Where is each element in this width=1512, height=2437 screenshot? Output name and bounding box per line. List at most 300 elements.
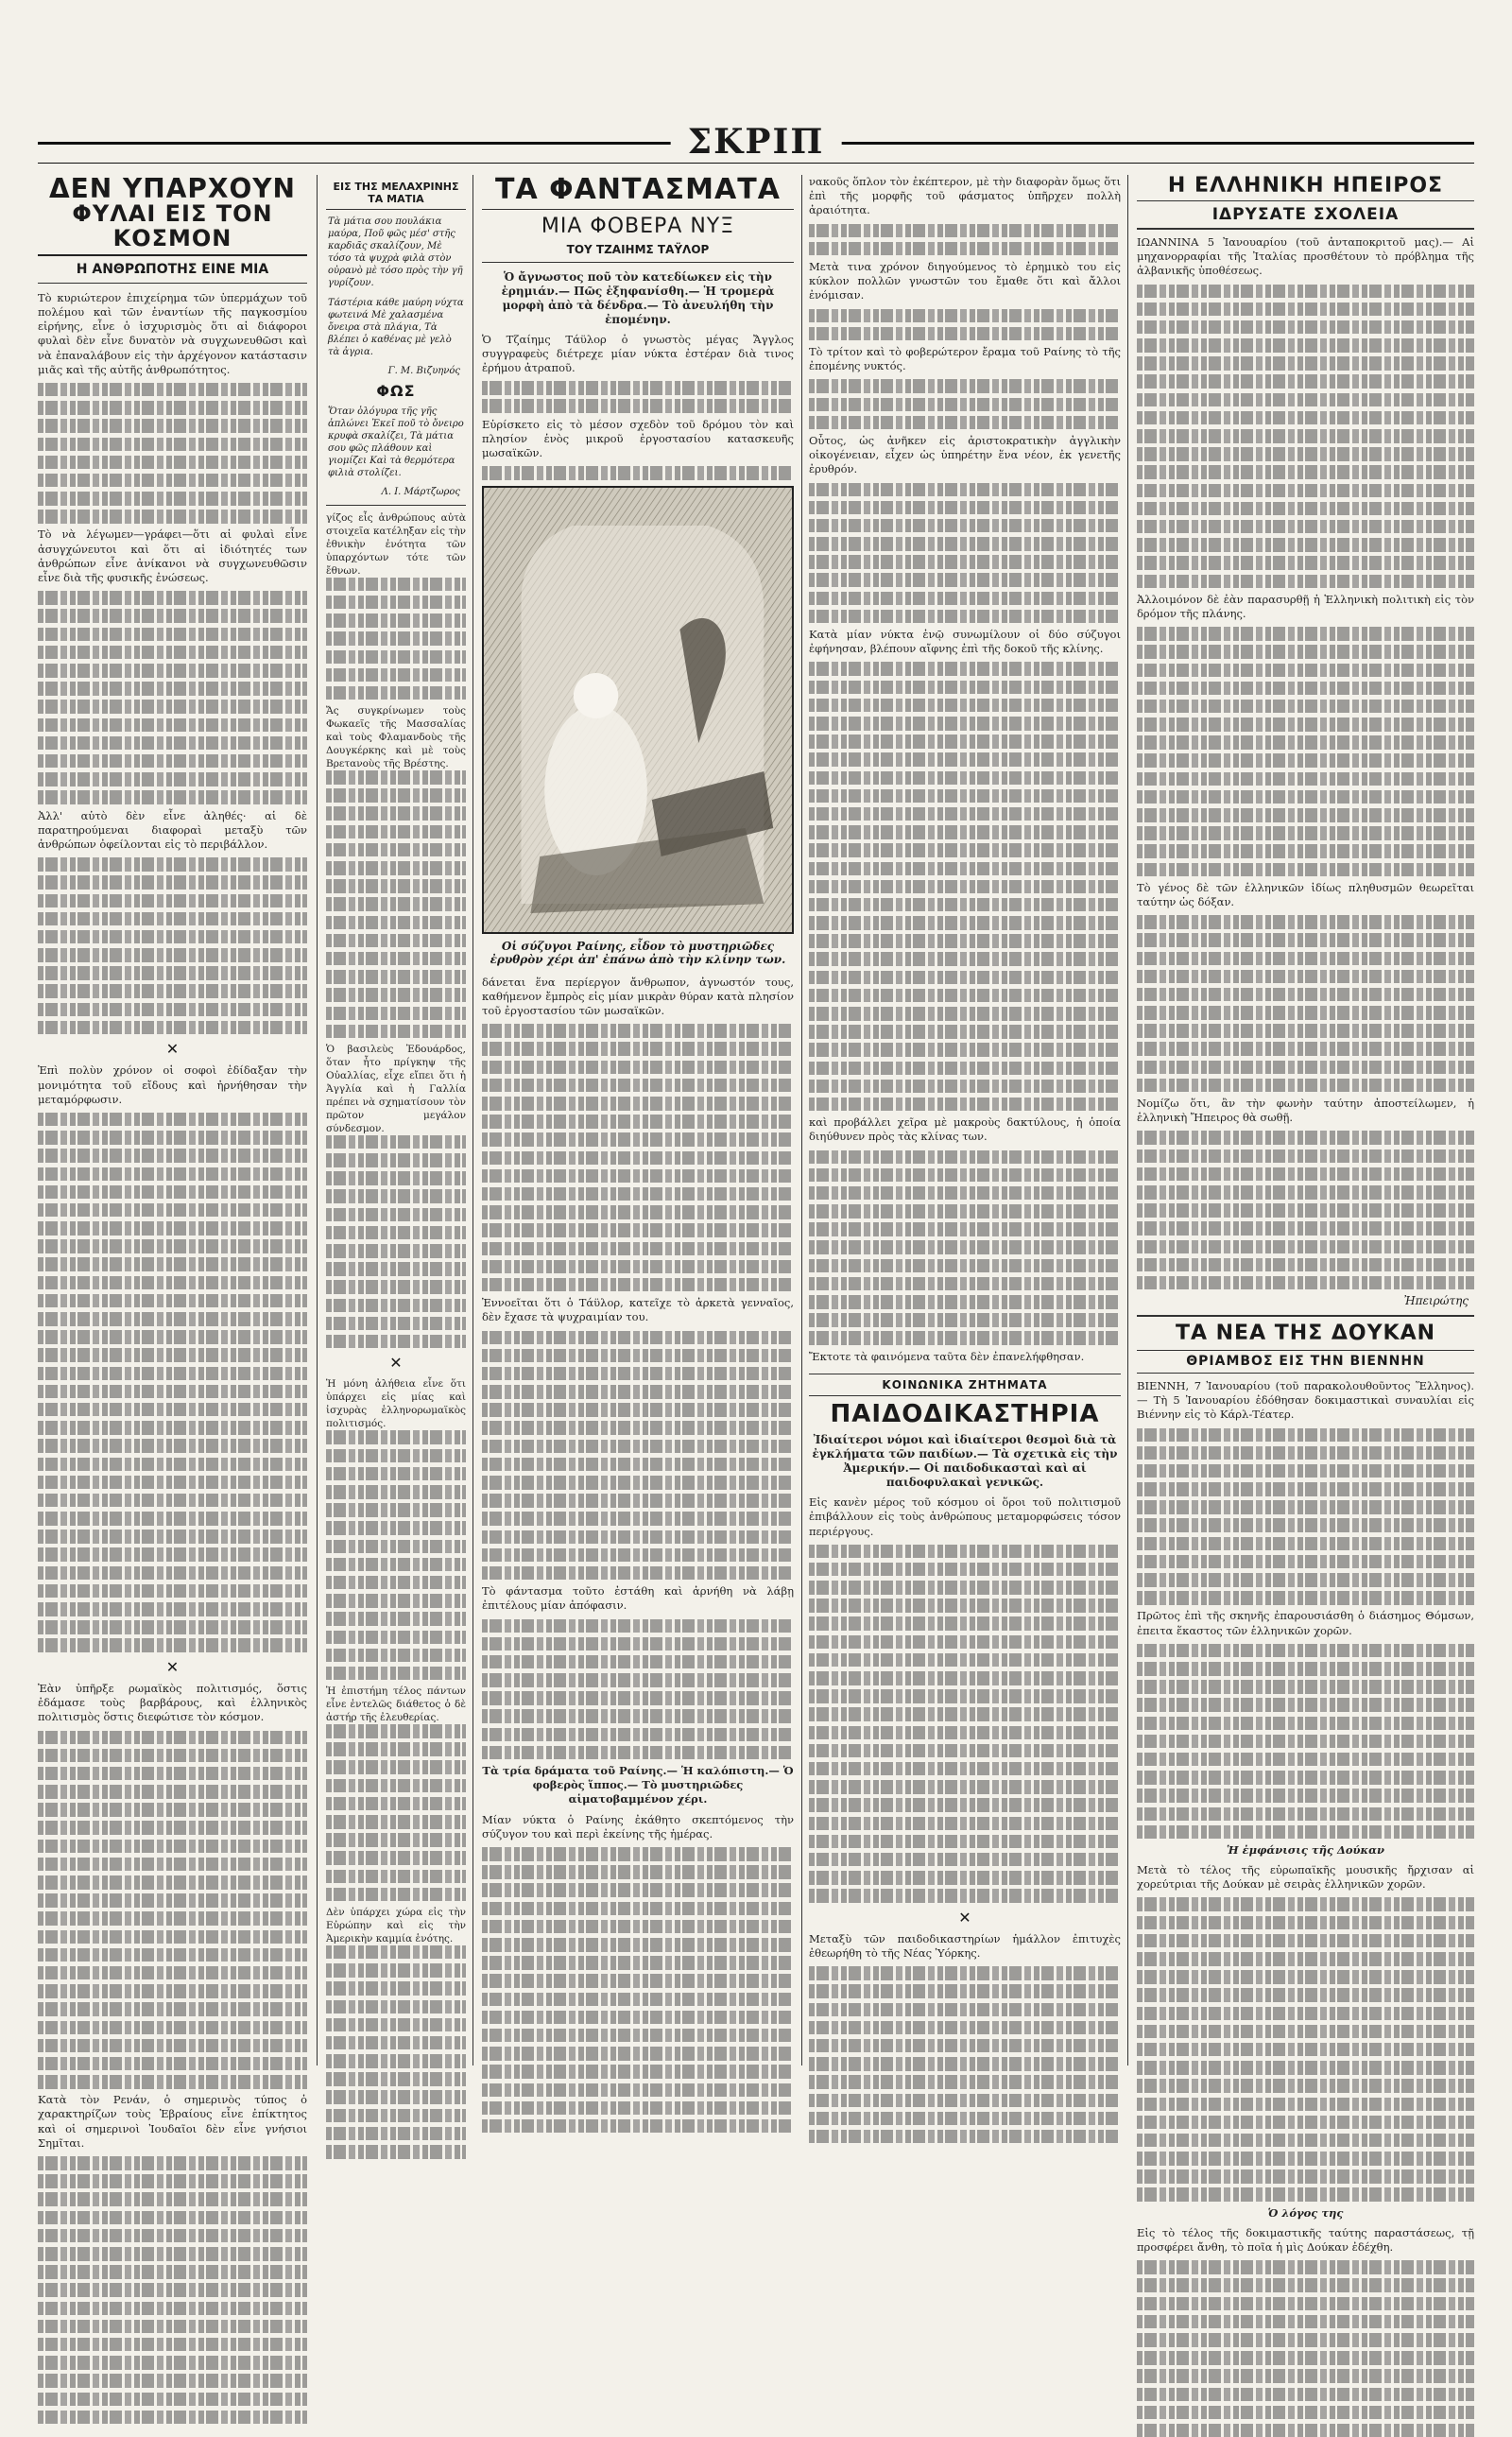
text-line — [1137, 411, 1474, 425]
text-line — [38, 718, 307, 733]
text-line — [1137, 1771, 1474, 1785]
text-line — [38, 1602, 307, 1616]
text-line — [38, 1494, 307, 1508]
text-line — [1137, 2260, 1474, 2274]
text-line — [1137, 1240, 1474, 1254]
text-line — [326, 988, 466, 1002]
text-line — [1137, 1203, 1474, 1218]
text-line — [38, 1547, 307, 1562]
text-line — [809, 501, 1121, 515]
text-line — [482, 2065, 794, 2079]
text-line — [38, 1584, 307, 1599]
text-line — [482, 1865, 794, 1879]
text-line — [38, 1749, 307, 1763]
text-line — [482, 1024, 794, 1038]
text-line — [1137, 1167, 1474, 1182]
section-heading: ΚΟΙΝΩΝΙΚΑ ΖΗΤΗΜΑΤΑ — [809, 1374, 1121, 1396]
text-line — [1137, 1042, 1474, 1056]
column-divider — [801, 175, 802, 2065]
paragraph: Ἀλλ' αὐτὸ δὲν εἶνε ἀληθές· αἱ δὲ παρατηρούμεναι διαφοραὶ μεταξὺ τῶν ἀνθρώπων ὀφείλονται εἰς τὸ περιβάλλον. — [38, 808, 307, 851]
text-line — [38, 1638, 307, 1652]
text-line — [326, 1189, 466, 1203]
text-line — [809, 880, 1121, 894]
text-line — [326, 2090, 466, 2104]
text-line — [809, 592, 1121, 606]
text-line — [809, 2112, 1121, 2126]
masthead — [38, 121, 1474, 168]
text-line — [38, 2211, 307, 2225]
text-line — [809, 416, 1121, 430]
text-line — [38, 1403, 307, 1417]
text-line — [809, 327, 1121, 341]
text-line — [326, 1981, 466, 1996]
text-line — [326, 650, 466, 665]
text-line — [38, 2156, 307, 2170]
text-line — [809, 1295, 1121, 1309]
text-line — [326, 1430, 466, 1444]
text-line — [1137, 1698, 1474, 1712]
text-line — [1137, 2061, 1474, 2075]
text-line — [809, 1240, 1121, 1254]
text-line — [1137, 1555, 1474, 1569]
paragraph: Κατὰ μίαν νύκτα ἐνῷ συνωμίλουν οἱ δύο σύζυγοι ἐφήνησαν, βλέπουν αἴφνης ἐπὶ τῆς δοκοῦ τῆς κλίνης. — [809, 628, 1121, 656]
text-line — [38, 510, 307, 524]
text-line — [482, 1403, 794, 1417]
text-line — [1137, 302, 1474, 317]
paragraph: Κατὰ τὸν Ρενάν, ὁ σημερινὸς τύπος ὁ χαρακτηρίζων τοὺς Ἑβραίους εἶνε ἐπίκτητος καὶ οἱ σημερινοὶ Ἰουδαῖοι δὲν εἶνε γνήσιοι Σημῖται. — [38, 2093, 307, 2150]
text-line — [1137, 1753, 1474, 1767]
text-line — [326, 1888, 466, 1902]
paragraph: Τὸ τρίτον καὶ τὸ φοβερώτερον ἔραμα τοῦ Ραίνης τὸ τῆς ἐπομένης νυκτός. — [809, 344, 1121, 373]
paragraph: Οὗτος, ὡς ἀνῆκεν εἰς ἀριστοκρατικὴν ἀγγλικὴν οἰκογένειαν, εἶχεν ὡς ὑπηρέτην ἕνα νέον, ἐκ γενετῆς ἐρυθρόν. — [809, 433, 1121, 476]
text-line — [482, 1260, 794, 1274]
text-line — [482, 1223, 794, 1237]
text-line — [38, 2302, 307, 2316]
text-line — [809, 1150, 1121, 1165]
text-line — [38, 912, 307, 926]
text-line — [1137, 502, 1474, 516]
text-line — [809, 752, 1121, 767]
text-line — [809, 2057, 1121, 2071]
text-line — [326, 686, 466, 700]
text-line — [482, 2101, 794, 2116]
text-line — [1137, 320, 1474, 335]
text-line — [1137, 2297, 1474, 2311]
separator-cross: ✕ — [165, 1040, 180, 1059]
text-line — [1137, 1131, 1474, 1145]
text-line — [1137, 645, 1474, 659]
text-line — [38, 930, 307, 944]
text-line — [326, 2127, 466, 2141]
text-line — [326, 1576, 466, 1590]
text-line — [809, 519, 1121, 533]
text-line — [326, 1760, 466, 1774]
text-line — [326, 879, 466, 893]
text-line — [38, 772, 307, 786]
text-line — [326, 1449, 466, 1463]
text-line — [1137, 1644, 1474, 1658]
text-line — [38, 1131, 307, 1145]
text-line — [38, 474, 307, 488]
text-line — [1137, 790, 1474, 804]
text-line — [38, 2356, 307, 2370]
text-line — [38, 1476, 307, 1490]
text-line — [38, 1203, 307, 1218]
text-line — [809, 242, 1121, 256]
text-line — [38, 1930, 307, 1944]
deck: Ἰδιαίτεροι νόμοι καὶ ἰδιαίτεροι θεσμοὶ διὰ τὰ ἐγκλήματα τῶν παιδίων.— Τὰ σχετικὰ εἰς τὴν Ἀμερικήν.— Οἱ παιδοδικασταὶ καὶ αἱ παιδοφυλακαὶ γενικῶς. — [812, 1433, 1118, 1490]
text-line — [326, 916, 466, 930]
text-line — [1137, 575, 1474, 589]
text-line — [326, 668, 466, 683]
text-line — [1137, 520, 1474, 534]
text-line — [1137, 2424, 1474, 2437]
paragraph: Τὸ γένος δὲ τῶν ἑλληνικῶν ἰδίως πληθυσμῶν θεωρεῖται ταύτην ὡς δόξαν. — [1137, 880, 1474, 908]
headline: Η ΕΛΛΗΝΙΚΗ ΗΠΕΙΡΟΣ — [1137, 175, 1474, 201]
text-line — [326, 1299, 466, 1313]
text-line — [326, 1280, 466, 1294]
column-divider — [317, 175, 318, 2065]
text-line — [326, 1135, 466, 1149]
headline: ΤΑ ΝΕΑ ΤΗΣ ΔΟΥΚΑΝ — [1175, 1322, 1436, 1346]
text-line — [326, 1963, 466, 1978]
text-line — [1137, 1464, 1474, 1478]
text-line — [482, 1278, 794, 1292]
text-line — [809, 1331, 1121, 1345]
poem-stanza: Τὰ μάτια σου πουλάκια μαύρα, Ποῦ φῶς μέσ' στῆς καρδιᾶς σκαλίζουν, Μὲ τόσο τὰ ψυχρὰ φιλὰ στὸν οὐρανὸ μὲ τόσο πρὸς τὴν γῆ γυρίζουν. — [328, 216, 463, 288]
paragraph: Ἔκτοτε τὰ φαινόμενα ταῦτα δὲν ἐπανελήφθησαν. — [809, 1349, 1085, 1363]
text-line — [326, 1724, 466, 1738]
text-line — [482, 1440, 794, 1454]
text-line — [1137, 1221, 1474, 1236]
text-line — [482, 2047, 794, 2061]
text-line — [1137, 2333, 1474, 2347]
paragraph: Μετὰ τινα χρόνον διηγούμενος τὸ ἐρημικὸ του εἰς κύκλον πολλῶν γνωστῶν του ἔμαθε ὅτι καὶ ἄλλοι ἐνόμισαν. — [809, 259, 1121, 302]
headline: ΠΑΙΔΟΔΙΚΑΣΤΗΡΙΑ — [830, 1399, 1100, 1428]
text-line — [809, 1313, 1121, 1327]
signature: Λ. Ι. Μάρτζωρος — [381, 486, 460, 497]
section-subheading: Ἡ ἐμφάνισις τῆς Δούκαν — [1227, 1842, 1384, 1857]
text-line — [1137, 915, 1474, 929]
text-line — [809, 2075, 1121, 2089]
text-line — [482, 1187, 794, 1201]
text-line — [38, 2021, 307, 2035]
text-line — [38, 1911, 307, 1926]
text-line — [38, 1239, 307, 1253]
text-line — [809, 1581, 1121, 1595]
text-line — [38, 2338, 307, 2352]
text-line — [809, 1080, 1121, 1094]
text-line — [326, 1335, 466, 1349]
text-line — [482, 1115, 794, 1129]
illustration-caption: Οἱ σύζυγοι Ραίνης, εἶδον τὸ μυστηριῶδες ἐρυθρὸν χέρι ἀπ' ἐπάνω ἀπὸ τὴν κλίνην των. — [490, 939, 786, 966]
text-line — [809, 1671, 1121, 1685]
text-line — [482, 1956, 794, 1970]
text-line — [482, 1349, 794, 1363]
text-line — [326, 614, 466, 628]
text-line — [482, 1728, 794, 1742]
text-line — [482, 1530, 794, 1545]
text-line — [326, 843, 466, 857]
text-line — [38, 2393, 307, 2407]
text-line — [326, 1262, 466, 1276]
text-line — [482, 1097, 794, 1111]
text-line — [809, 1277, 1121, 1291]
text-line — [1137, 2187, 1474, 2202]
text-line — [326, 2054, 466, 2068]
text-line — [809, 309, 1121, 323]
text-line — [38, 1276, 307, 1290]
text-line — [1137, 933, 1474, 947]
text-line — [326, 1667, 466, 1681]
text-line — [809, 1871, 1121, 1885]
text-line — [1137, 465, 1474, 479]
section-subheading: Τὰ τρία δράματα τοῦ Ραίνης.— Ἡ καλόπιστη.— Ὁ φοβερὸς ἵππος.— Τὸ μυστηριῶδες αἱματοβαμμένον χέρι. — [482, 1764, 794, 1806]
text-line — [809, 1744, 1121, 1758]
text-line — [809, 2021, 1121, 2035]
text-line — [1137, 1807, 1474, 1822]
text-line — [482, 381, 794, 395]
text-line — [326, 1467, 466, 1481]
text-line — [1137, 2315, 1474, 2329]
text-line — [482, 399, 794, 413]
text-line — [1137, 1185, 1474, 1200]
text-line — [482, 1974, 794, 1988]
text-line — [1137, 1061, 1474, 1075]
text-line — [809, 483, 1121, 497]
text-line — [482, 1476, 794, 1490]
text-line — [482, 1042, 794, 1056]
text-line — [326, 1742, 466, 1756]
text-line — [38, 1966, 307, 1980]
text-line — [809, 1762, 1121, 1776]
text-line — [809, 1635, 1121, 1650]
text-line — [809, 1780, 1121, 1794]
text-line — [1137, 1897, 1474, 1911]
paragraph: Ἐπὶ πολὺν χρόνον οἱ σοφοὶ ἐδίδαξαν τὴν μονιμότητα τοῦ εἴδους καὶ ἠρνήθησαν τὴν μεταμόρφωσιν. — [38, 1063, 307, 1106]
text-line — [1137, 717, 1474, 732]
text-line — [809, 1204, 1121, 1218]
text-line — [326, 897, 466, 911]
text-line — [38, 438, 307, 452]
separator-cross: ✕ — [958, 1908, 971, 1927]
text-line — [1137, 2388, 1474, 2402]
text-line — [38, 875, 307, 890]
text-line — [1137, 1970, 1474, 1984]
text-line — [1137, 2169, 1474, 2184]
paragraph: Ἡ μόνη ἀλήθεια εἶνε ὅτι ὑπάρχει εἰς μίας καὶ ἰσχυρὰς ἑλληνορωμαϊκὸς πολιτισμός. — [326, 1378, 466, 1430]
paragraph: ΒΙΕΝΝΗ, 7 Ἰανουαρίου (τοῦ παρακολουθοῦντος Ἕλληνος).— Τὴ 5 Ἰανουαρίου ἐδόθησαν δοκιμαστικαὶ συναυλίαι εἰς Βιέννην εἰς τὸ Κάρλ-Τέατερ. — [1137, 1378, 1474, 1422]
text-line — [809, 2094, 1121, 2108]
text-line — [482, 1512, 794, 1526]
text-line — [38, 948, 307, 962]
text-line — [809, 843, 1121, 857]
text-line — [809, 1259, 1121, 1273]
text-line — [1137, 1680, 1474, 1694]
text-line — [809, 1653, 1121, 1668]
text-line — [1137, 1988, 1474, 2002]
text-line — [326, 1594, 466, 1608]
paragraph: Εἰς κανὲν μέρος τοῦ κόσμου οἱ ὅροι τοῦ πολιτισμοῦ ἐπιβάλλουν εἰς τοὺς ἀνθρώπους μεταμορφώσεις τόσον περιέργους. — [809, 1495, 1121, 1538]
text-line — [1137, 1258, 1474, 1272]
text-line — [809, 1798, 1121, 1812]
text-line — [1137, 988, 1474, 1002]
text-line — [1137, 627, 1474, 641]
column-4 — [809, 175, 1121, 2065]
text-line — [38, 2320, 307, 2334]
text-line — [1137, 1276, 1474, 1290]
text-line — [38, 1113, 307, 1127]
paragraph: Εἰς τὸ τέλος τῆς δοκιμαστικῆς ταύτης παραστάσεως, τῇ προσφέρει ἄνθη, τὸ ποῖα ἡ μὶς Δούκαν ἐδέχθη. — [1137, 2225, 1474, 2255]
text-line — [38, 492, 307, 506]
text-line — [482, 1673, 794, 1687]
text-line — [326, 1870, 466, 1884]
text-line — [482, 2083, 794, 2098]
text-line — [1137, 753, 1474, 768]
text-line — [38, 2057, 307, 2071]
text-line — [326, 1171, 466, 1185]
text-line — [38, 2002, 307, 2016]
text-line — [809, 898, 1121, 912]
text-line — [809, 1689, 1121, 1703]
text-line — [326, 1540, 466, 1554]
text-line — [809, 1186, 1121, 1201]
text-line — [38, 1984, 307, 1998]
text-line — [326, 1226, 466, 1240]
column-1 — [38, 173, 307, 2150]
text-line — [809, 662, 1121, 676]
text-line — [1137, 1446, 1474, 1460]
text-line — [809, 807, 1121, 821]
text-line — [1137, 2079, 1474, 2093]
text-line — [38, 1221, 307, 1236]
text-line — [38, 894, 307, 908]
separator-cross: ✕ — [165, 1657, 180, 1676]
text-line — [1137, 2406, 1474, 2420]
text-line — [1137, 1500, 1474, 1514]
text-line — [482, 1331, 794, 1345]
text-line — [38, 1821, 307, 1835]
paragraph: Ἀλλοιμόνον δὲ ἐὰν παρασυρθῇ ἡ Ἑλληνικὴ πολιτικὴ εἰς τὸν δρόμον τῆς πλάνης. — [1137, 592, 1474, 620]
text-line — [482, 1061, 794, 1075]
poem-title: ΕΙΣ ΤΗΣ ΜΕΛΑΧΡΙΝΗΣ ΤΑ ΜΑΤΙΑ — [326, 181, 466, 210]
text-line — [38, 1312, 307, 1326]
text-line — [809, 1966, 1121, 1980]
text-line — [482, 1421, 794, 1435]
subheadline: Η ΑΝΘΡΩΠΟΤΗΣ ΕΙΝΕ ΜΙΑ — [38, 262, 307, 284]
headline-line-2: ΦΥΛΑΙ ΕΙΣ ΤΟΝ ΚΟΣΜΟΝ — [72, 200, 273, 251]
text-line — [1137, 1934, 1474, 1948]
text-line — [1137, 682, 1474, 696]
text-line — [482, 1242, 794, 1256]
poem-stanza: Τάστέρια κάθε μαύρη νύχτα φωτεινά Μὲ χαλασμένα ὄνειρα στὰ πλάγια, Τὰ βλέπει ὁ καθένας μὲ γελὸ τὰ ἀγρια. — [328, 298, 464, 357]
text-line — [1137, 1952, 1474, 1966]
column-divider — [1127, 175, 1128, 2065]
text-line — [326, 1945, 466, 1960]
text-line — [1137, 1518, 1474, 1532]
text-line — [809, 1168, 1121, 1183]
illustration-art — [484, 488, 792, 932]
paragraph: Πρῶτος ἐπὶ τῆς σκηνῆς ἐπαρουσιάσθη ὁ διάσημος Θόμσων, ἐπειτα ἕκαστος τῶν ἑλληνικῶν χορῶν. — [1137, 1609, 1474, 1637]
text-line — [38, 591, 307, 605]
text-line — [1137, 2152, 1474, 2166]
text-line — [1137, 1717, 1474, 1731]
paragraph: Μίαν νύκτα ὁ Ραίνης ἐκάθητο σκεπτόμενος τὴν σύζυγον του καὶ περὶ ἐκείνης τῆς ἡμέρας. — [482, 1812, 794, 1841]
text-line — [38, 1458, 307, 1472]
article-header — [38, 175, 307, 256]
text-line — [38, 984, 307, 998]
text-line — [1137, 1735, 1474, 1749]
text-line — [1137, 484, 1474, 498]
text-line — [38, 754, 307, 769]
text-line — [326, 861, 466, 875]
text-line — [38, 1731, 307, 1745]
text-line — [326, 770, 466, 785]
text-line — [1137, 844, 1474, 858]
text-line — [326, 1851, 466, 1865]
text-line — [482, 1385, 794, 1399]
poem-stanza: Ὅταν ὁλόγυρα τῆς γῆς ἁπλώνει Ἐκεῖ ποῦ τὸ ὄνειρο κρυφὰ σκαλίζει, Τὰ μάτια σου φῶς πλάθουν καὶ γιομίζει Καὶ τὰ θερμότερα φιλιὰ στολίζει. — [328, 406, 464, 478]
text-line — [38, 1566, 307, 1581]
text-line — [326, 1558, 466, 1572]
text-line — [1137, 285, 1474, 299]
paragraph: καὶ προβάλλει χεῖρα μὲ μακροὺς δακτύλους, ἡ ὁποία διηύθυνεν πρὸς τὰς κλίνας των. — [809, 1115, 1121, 1144]
text-line — [326, 596, 466, 610]
text-line — [326, 2145, 466, 2159]
text-line — [809, 916, 1121, 930]
text-line — [809, 555, 1121, 569]
text-line — [1137, 1825, 1474, 1840]
text-line — [1137, 447, 1474, 461]
text-line — [482, 2011, 794, 2025]
text-line — [38, 1185, 307, 1200]
text-line — [809, 2003, 1121, 2017]
text-line — [482, 1205, 794, 1219]
text-line — [1137, 2369, 1474, 2383]
text-line — [809, 398, 1121, 412]
text-line — [809, 224, 1121, 238]
text-line — [1137, 1573, 1474, 1587]
text-line — [38, 456, 307, 470]
text-line — [482, 2119, 794, 2134]
text-line — [1137, 1662, 1474, 1676]
text-line — [38, 1348, 307, 1362]
text-line — [1137, 772, 1474, 786]
text-line — [38, 1767, 307, 1781]
text-line — [809, 573, 1121, 587]
text-line — [38, 664, 307, 678]
text-line — [38, 628, 307, 642]
text-line — [38, 857, 307, 872]
text-line — [326, 631, 466, 646]
column-5 — [1137, 174, 1474, 2255]
text-line — [809, 1062, 1121, 1076]
text-line — [1137, 2134, 1474, 2148]
text-line — [326, 1612, 466, 1626]
text-line — [1137, 2116, 1474, 2130]
text-line — [1137, 826, 1474, 840]
paragraph: Νομίζω ὅτι, ἂν τὴν φωνὴν ταύτην ἀποστείλωμεν, ἡ ἑλληνικὴ Ἤπειρος θὰ σωθῇ. — [1137, 1097, 1474, 1125]
text-line — [1137, 2025, 1474, 2039]
text-line — [809, 1707, 1121, 1721]
text-line — [809, 1222, 1121, 1236]
paragraph: Τὸ φάντασμα τοῦτο ἐστάθη καὶ ἀρνήθη νὰ λάβῃ ἐπιτέλους μίαν ἀπόφασιν. — [482, 1584, 794, 1613]
paragraph: Ὁ βασιλεὺς Ἐδουάρδος, ὅταν ἦτο πρίγκηψ τῆς Οὐαλλίας, εἶχε εἴπει ὅτι ἡ Ἀγγλία καὶ ἡ Γαλλία πρέπει νὰ σχηματίσουν τὸν πρῶτον μεγάλον σύνδεσμον. — [326, 1043, 466, 1134]
text-line — [326, 1153, 466, 1167]
paragraph: Τὸ κυριώτερον ἐπιχείρημα τῶν ὑπερμάχων τοῦ πολέμου καὶ τῶν ἐναντίων τῆς παγκοσμίου εἰρήνης, εἶνε ὁ ἰσχυρισμὸς ὅτι αἱ διάφοροι φυλαὶ δὲν εἶνε δυνατὸν νὰ συγχωνευθῶσι καὶ νὰ ἐπαναλάβουν εἰς τὴν ἀρχέγονον κατάστασιν μιᾶς καὶ τῆς αὐτῆς ἀνθρωπότητος. — [38, 290, 307, 376]
text-line — [809, 537, 1121, 551]
text-line — [809, 771, 1121, 786]
